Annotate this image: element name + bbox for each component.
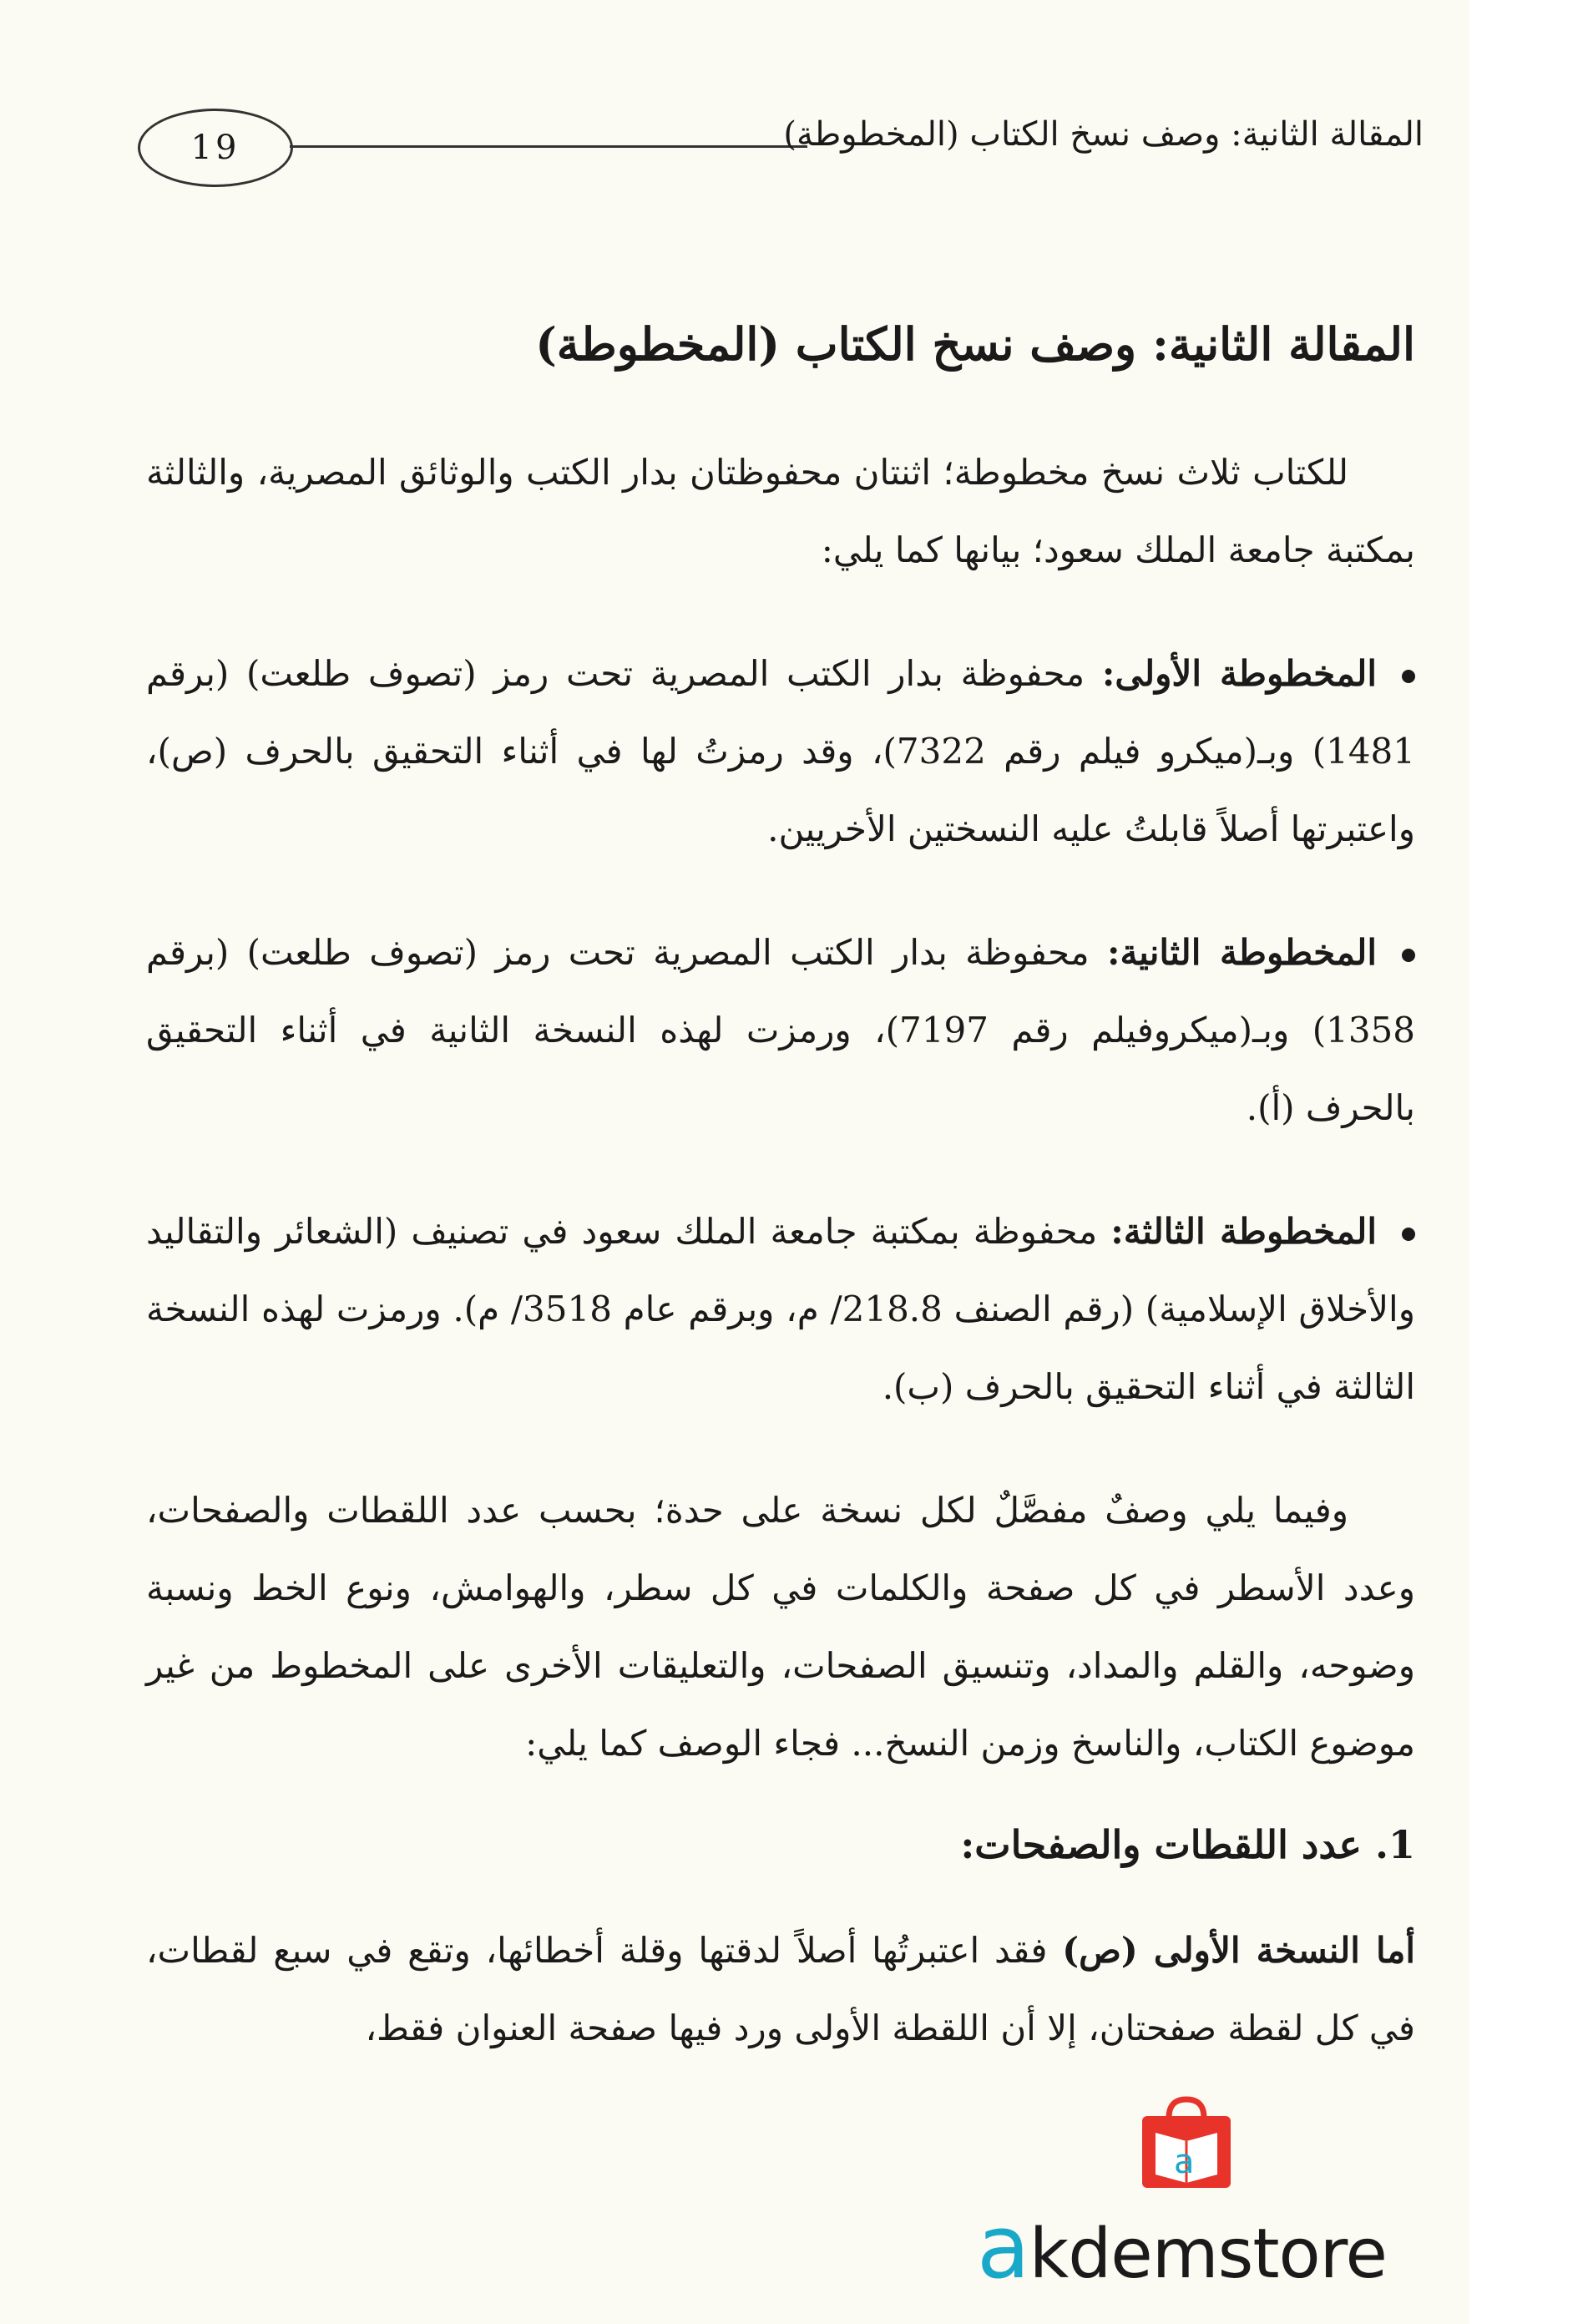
manuscript-label: المخطوطة الأولى: xyxy=(1101,653,1377,694)
page-header xyxy=(138,109,1424,200)
final-label: أما النسخة الأولى (ص) xyxy=(1062,1930,1415,1971)
page-content xyxy=(146,301,1415,2113)
header-rule xyxy=(290,145,807,148)
intro-paragraph: للكتاب ثلاث نسخ مخطوطة؛ اثنتان محفوظتان بدار الكتب والوثائق المصرية، والثالثة بمكتبة جامعة الملك سعود؛ بيانها كما يلي: xyxy=(146,452,1415,570)
manuscript-text: محفوظة بمكتبة جامعة الملك سعود في تصنيف (الشعائر والتقاليد والأخلاق الإسلامية) (رقم الصنف 218.8/ م، وبرقم عام 3518/ م). ورمزت لهذه النسخة الثالثة في أثناء التحقيق بالحرف (ب). xyxy=(146,1211,1416,1407)
manuscript-label: المخطوطة الثانية: xyxy=(1107,932,1377,973)
running-title: المقالة الثانية: وصف نسخ الكتاب (المخطوطة) xyxy=(783,115,1424,154)
brand-name: kdemstore xyxy=(1029,2215,1388,2294)
chapter-title: المقالة الثانية: وصف نسخ الكتاب (المخطوطة) xyxy=(535,317,1415,371)
brand-wordmark xyxy=(977,2196,1387,2298)
svg-text:a: a xyxy=(1174,2143,1195,2181)
description-paragraph: وفيما يلي وصفٌ مفصَّلٌ لكل نسخة على حدة؛ بحسب عدد اللقطات والصفحات، وعدد الأسطر في كل صفحة والكلمات في كل سطر، والهوامش، ونوع الخط ونسبة وضوحه، والقلم والمداد، وتنسيق الصفحات، والتعليقات الأخرى على المخطوط من غير موضوع الكتاب، والناسخ وزمن النسخ... فجاء الوصف كما يلي: xyxy=(146,1490,1415,1764)
final-text: فقد اعتبرتُها أصلاً لدقتها وقلة أخطائها، وتقع في سبع لقطات، في كل لقطة صفحتان، إلا أن اللقطة الأولى ورد فيها صفحة العنوان فقط، xyxy=(146,1930,1415,2048)
manuscript-item xyxy=(146,914,1415,1147)
bullet-icon xyxy=(1402,670,1415,683)
manuscript-item xyxy=(146,635,1415,868)
manuscript-label: المخطوطة الثالثة: xyxy=(1110,1211,1377,1252)
manuscript-item xyxy=(146,1192,1415,1425)
shopping-bag-icon xyxy=(1137,2096,1236,2190)
final-paragraph xyxy=(146,1911,1415,2067)
manuscript-text: محفوظة بدار الكتب المصرية تحت رمز (تصوف طلعت) (برقم 1481) وبـ(ميكرو فيلم رقم 7322)، وقد رمزتُ لها في أثناء التحقيق بالحرف (ص)، واعتبرتها أصلاً قابلتُ عليه النسختين الأخريين. xyxy=(146,653,1415,849)
bullet-icon xyxy=(1402,949,1415,962)
section-heading: 1. عدد اللقطات والصفحات: xyxy=(960,1822,1415,1867)
brand-letter: a xyxy=(977,2196,1029,2298)
page-number: 19 xyxy=(138,109,293,187)
bullet-icon xyxy=(1402,1228,1415,1241)
akdemstore-watermark xyxy=(977,2096,1444,2296)
manuscript-text: محفوظة بدار الكتب المصرية تحت رمز (تصوف طلعت) (برقم 1358) وبـ(ميكروفيلم رقم 7197)، ورمزت لهذه النسخة الثانية في أثناء التحقيق بالحرف (أ). xyxy=(146,932,1415,1128)
